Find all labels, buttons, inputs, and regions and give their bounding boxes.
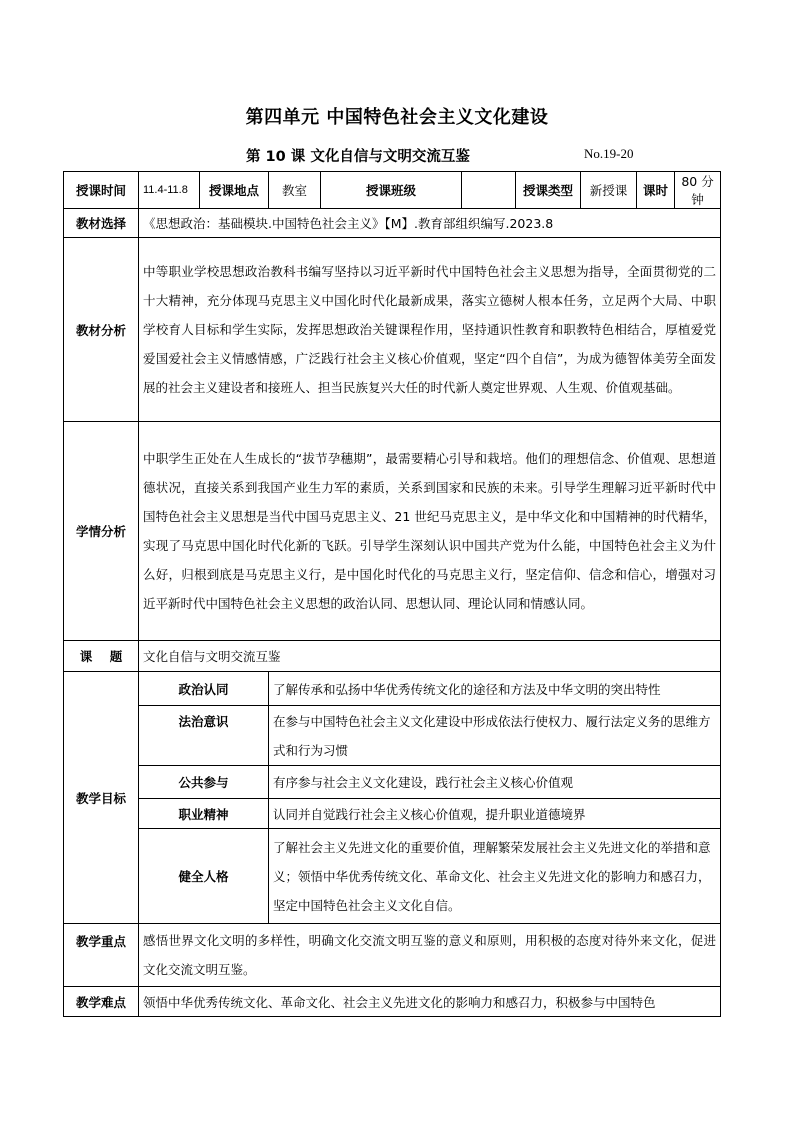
analysis-label: 教材分析 [64,238,139,422]
topic-value: 文化自信与文明交流互鉴 [139,641,721,672]
students-row [64,422,721,641]
objective-name: 职业精神 [139,799,269,829]
info-row [64,172,721,209]
place-value: 教室 [269,172,321,209]
class-value [462,172,516,209]
textbook-label: 教材选择 [64,209,139,238]
document-number: No.19-20 [584,146,634,161]
difficulties-text: 领悟中华优秀传统文化、革命文化、社会主义先进文化的影响力和感召力，积极参与中国特色 [139,987,721,1017]
objective-name: 政治认同 [139,672,269,706]
students-label: 学情分析 [64,422,139,641]
objective-row [64,829,721,924]
hours-value: 80 分钟 [675,172,721,209]
textbook-row [64,209,721,238]
time-label: 授课时间 [64,172,139,209]
objective-text: 有序参与社会主义文化建设，践行社会主义核心价值观 [269,766,721,799]
objective-row [64,672,721,706]
objectives-label: 教学目标 [64,672,139,924]
type-value: 新授课 [581,172,637,209]
students-text: 中职学生正处在人生成长的“拔节孕穗期”，最需要精心引导和栽培。他们的理想信念、价值观、思想道德状况，直接关系到我国产业生力军的素质，关系到国家和民族的未来。引导学生理解习近平新时代中国特色社会主义思想是当代中国马克思主义、21 世纪马克思主义，是中华文化和中国精神的时代精华，实现了马克思中国化时代化新的飞跃。引导学生深刻认识中国共产党为什么能，中国特色社会主义为什么好，归根到底是马克思主义行，是中国化时代化的马克思主义行，坚定信仰、信念和信心，增强对习近平新时代中国特色社会主义思想的政治认同、思想认同、理论认同和情感认同。 [139,422,721,641]
lesson-subtitle: 第 10 课 文化自信与文明交流互鉴 [246,149,470,165]
objective-text: 在参与中国特色社会主义文化建设中形成依法行使权力、履行法定义务的思维方式和行为习惯 [269,706,721,766]
difficulties-label: 教学难点 [64,987,139,1017]
key-points-label: 教学重点 [64,924,139,987]
type-label: 授课类型 [516,172,581,209]
difficulties-row [64,987,721,1017]
key-points-row [64,924,721,987]
objective-row [64,766,721,799]
topic-label: 课 题 [64,641,139,672]
objective-text: 认同并自觉践行社会主义核心价值观，提升职业道德境界 [269,799,721,829]
lesson-plan-table [63,171,721,1017]
analysis-row [64,238,721,422]
objective-row [64,706,721,766]
objective-text: 了解传承和弘扬中华优秀传统文化的途径和方法及中华文明的突出特性 [269,672,721,706]
analysis-text: 中等职业学校思想政治教科书编写坚持以习近平新时代中国特色社会主义思想为指导，全面贯彻党的二十大精神，充分体现马克思主义中国化时代化最新成果，落实立德树人根本任务，立足两个大局、中职学校育人目标和学生实际，发挥思想政治关键课程作用，坚持通识性教育和职教特色相结合，厚植爱党爱国爱社会主义情感情感，广泛践行社会主义核心价值观，坚定“四个自信”，为成为德智体美劳全面发展的社会主义建设者和接班人、担当民族复兴大任的时代新人奠定世界观、人生观、价值观基础。 [139,238,721,422]
objective-name: 法治意识 [139,706,269,766]
textbook-value: 《思想政治：基础模块.中国特色社会主义》【M】.教育部组织编写.2023.8 [139,209,721,238]
key-points-text: 感悟世界文化文明的多样性，明确文化交流文明互鉴的意义和原则，用积极的态度对待外来文化，促进文化交流文明互鉴。 [139,924,721,987]
objective-name: 公共参与 [139,766,269,799]
objective-text: 了解社会主义先进文化的重要价值，理解繁荣发展社会主义先进文化的举措和意义；领悟中华优秀传统文化、革命文化、社会主义先进文化的影响力和感召力，坚定中国特色社会主义文化自信。 [269,829,721,924]
class-label: 授课班级 [321,172,462,209]
objective-name: 健全人格 [139,829,269,924]
hours-label: 课时 [637,172,675,209]
objective-row [64,799,721,829]
page-title: 第四单元 中国特色社会主义文化建设 [245,107,549,128]
topic-row [64,641,721,672]
time-value: 11.4-11.8 [139,172,200,209]
place-label: 授课地点 [200,172,269,209]
